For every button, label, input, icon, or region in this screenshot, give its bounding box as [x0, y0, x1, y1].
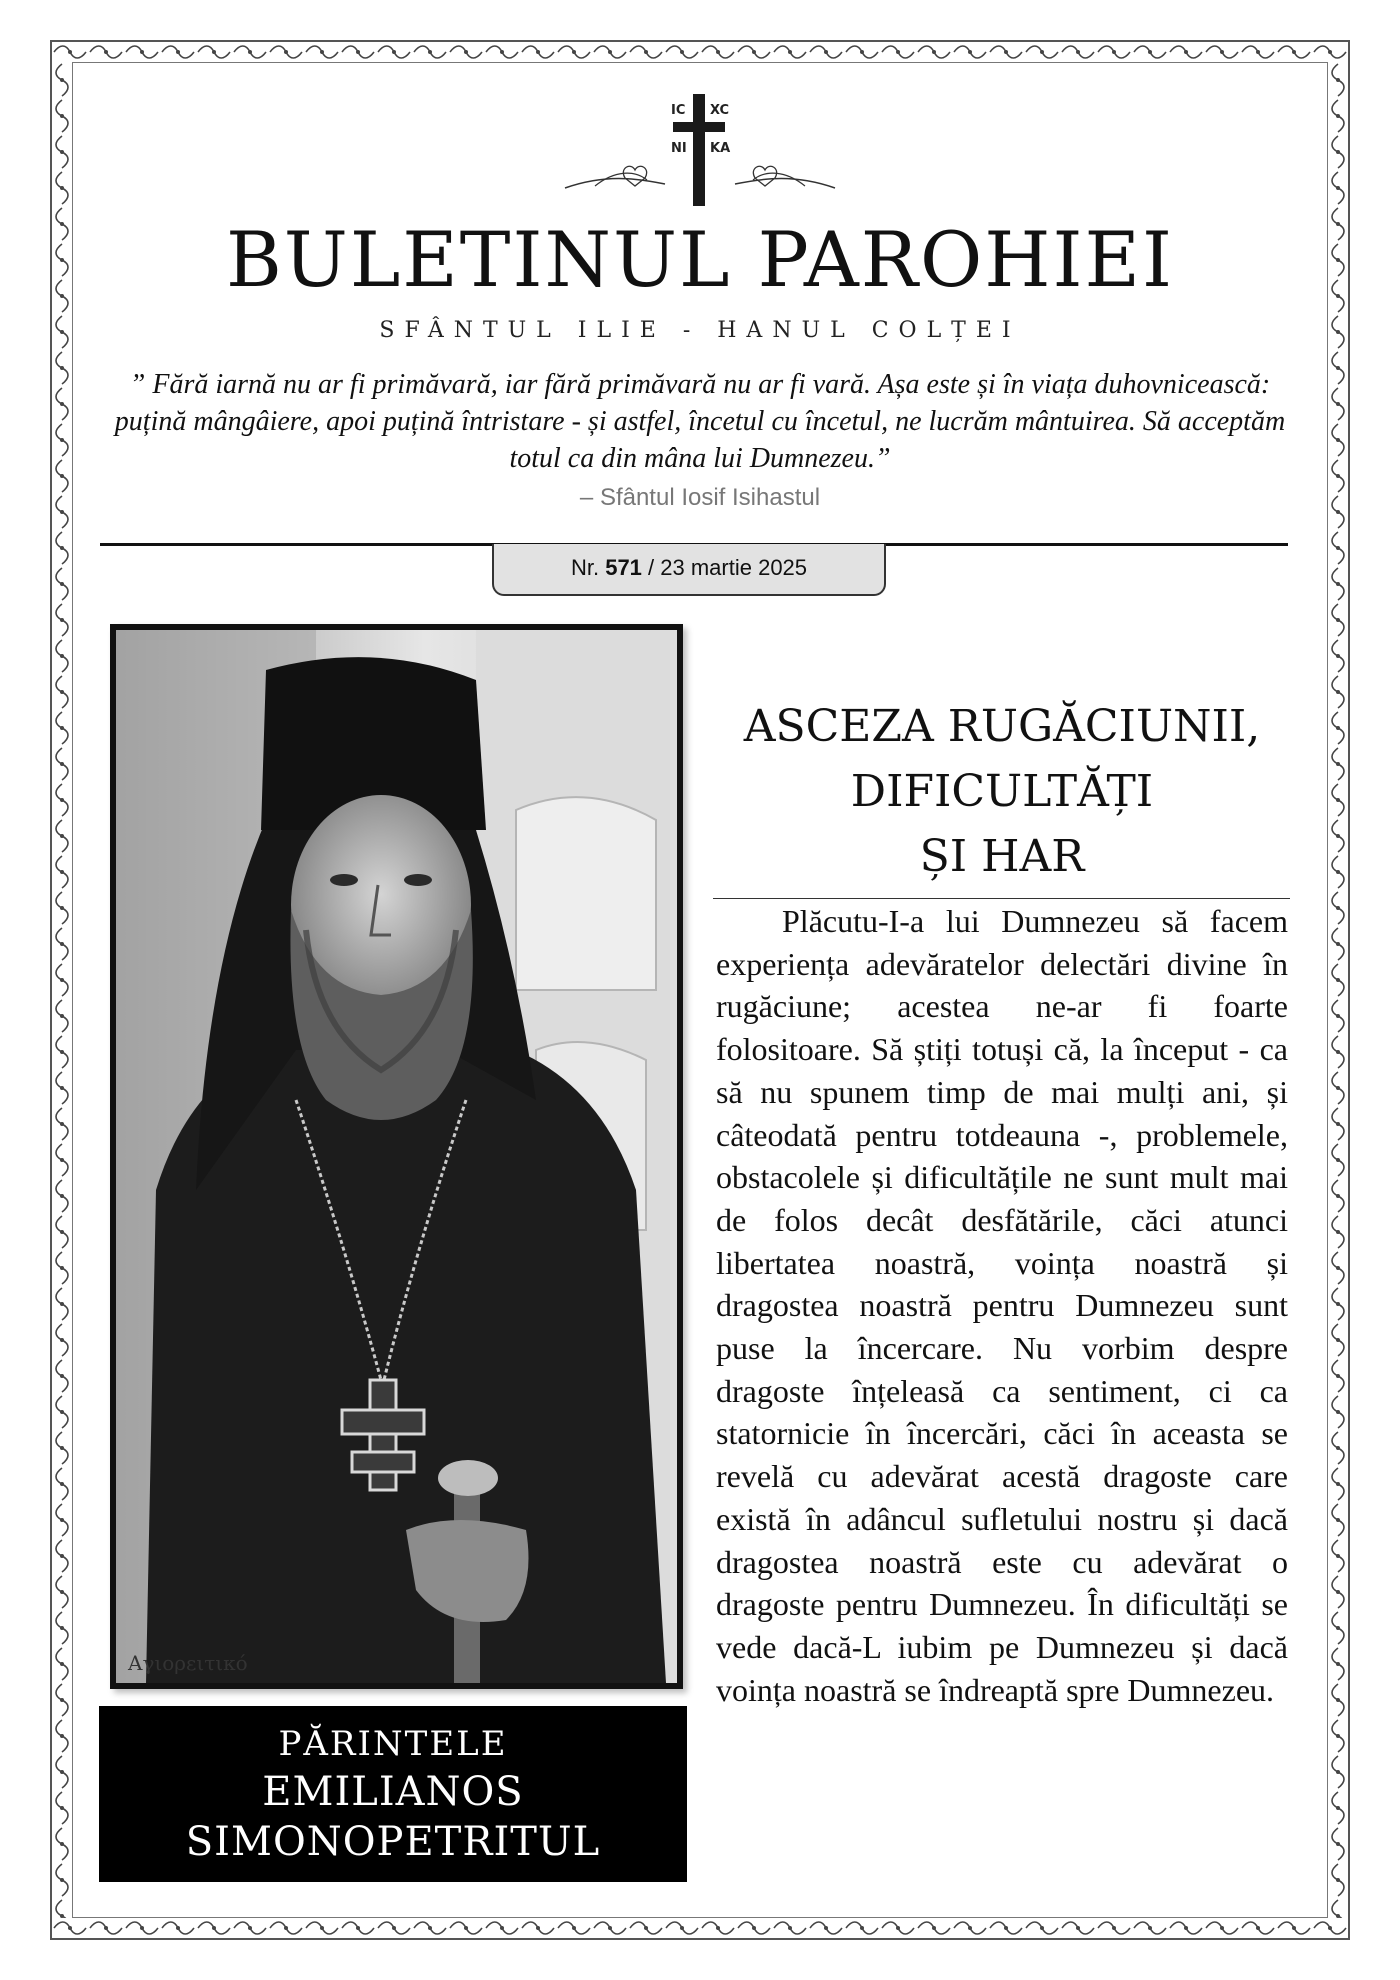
article-title-line-3: ȘI HAR — [919, 831, 1085, 882]
emblem-ic: IC — [671, 103, 686, 118]
emblem-ni: NI — [671, 141, 687, 156]
caption-line-2: EMILIANOS — [262, 1769, 524, 1815]
ornament-bottom-border — [52, 1918, 1348, 1938]
epigraph-quote: ” Fără iarnă nu ar fi primăvară, iar fără primăvară nu ar fi vară. Așa este și în viața duhovnicească: puțină mângâiere, apoi puțină întristare - și astfel, încetul cu încetul, ne lucrăm mântuirea. Să acceptăm totul ca din mâna lui Dumnezeu.” — [114, 369, 1286, 474]
issue-badge — [492, 544, 886, 596]
cross-horizontal-icon — [673, 122, 725, 132]
portrait-image — [116, 630, 677, 1683]
article-title — [712, 694, 1292, 889]
flourish-left-icon — [565, 166, 665, 188]
cross-emblem — [555, 90, 845, 210]
flourish-right-icon — [735, 166, 835, 188]
article-divider — [713, 898, 1290, 899]
portrait-photo — [110, 624, 683, 1689]
caption-line-1: PĂRINTELE — [278, 1724, 508, 1764]
emblem-xc: XC — [710, 103, 730, 118]
cross-vertical-icon — [693, 94, 705, 206]
caption-line-3: SIMONOPETRITUL — [185, 1819, 601, 1865]
ornament-right-border — [1328, 62, 1348, 1918]
issue-number: 571 — [605, 555, 642, 580]
portrait-caption — [99, 1706, 687, 1882]
bulletin-title: BULETINUL PAROHIEI — [225, 215, 1175, 304]
article-body: Plăcutu-I-a lui Dumnezeu să facem experiența adevăratelor delectări divine în rugăciune; acestea ne-ar fi foarte folositoare. Să știți totuși că, la început - ca să nu spunem timp de mai mulți ani, și câteodată pentru totdeauna -, problemele, obstacolele și dificultățile ne sunt mult mai de folos decât desfătările, căci atunci libertatea noastră, voința noastră și dragostea noastră pentru Dumnezeu sunt puse la încercare. Nu vorbim despre dragoste înțeleasă ca sentiment, ci ca statornicie în încercări, căci în aceasta se revelă cu adevărat acestă dragoste care există în adâncul sufletului nostru și dacă dragostea noastră este cu adevărat o dragoste pentru Dumnezeu. În dificultăți se vede dacă-L iubim pe Dumnezeu și dacă voința noastră se îndreaptă spre Dumnezeu. — [716, 903, 1288, 1708]
ornament-top-border — [52, 42, 1348, 62]
emblem-ka: KA — [710, 141, 731, 156]
article-title-line-2: DIFICULTĂȚI — [850, 766, 1154, 817]
ornament-left-border — [52, 62, 72, 1918]
parish-subtitle: SFÂNTUL ILIE - HANUL COLȚEI — [379, 318, 1021, 343]
quote-author: – Sfântul Iosif Isihastul — [579, 484, 821, 511]
issue-date: / 23 martie 2025 — [648, 555, 808, 580]
article-title-line-1: ASCEZA RUGĂCIUNII, — [743, 701, 1261, 752]
issue-prefix: Nr. — [570, 555, 600, 580]
photo-watermark: Αγιορειτικό — [128, 1651, 248, 1675]
